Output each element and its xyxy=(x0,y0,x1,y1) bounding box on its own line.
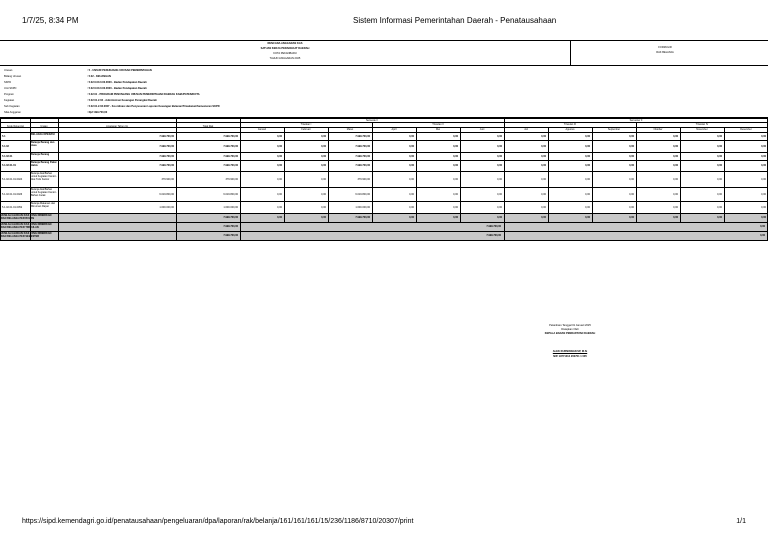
meta-value: : 5.02.0.00.0.00.0000 - Badan Pendapatan Daerah xyxy=(87,87,147,90)
summary-bulan-month: 0,00 xyxy=(277,216,282,219)
row-month-value: 0,00 xyxy=(453,205,458,209)
header-month: April xyxy=(391,128,397,131)
meta-row xyxy=(4,81,704,86)
header-total: Total Rak xyxy=(202,125,214,128)
summary-bulan-month: 0,00 xyxy=(541,216,546,219)
row-month-value: 0,00 xyxy=(761,177,766,181)
meta-key: Program xyxy=(4,93,14,96)
row-kode: 5.1 xyxy=(2,134,6,138)
meta-key: Nilai Anggaran xyxy=(4,111,21,114)
row-month-value: 0,00 xyxy=(277,134,282,138)
row-month-value: 0,00 xyxy=(453,144,458,148)
row-month-value: 0,00 xyxy=(629,154,634,158)
row-month-value: 0,00 xyxy=(277,154,282,158)
row-kode: 5.1.02.01.01 xyxy=(2,164,16,167)
print-url: https://sipd.kemendagri.go.id/penatausahaan/pengeluaran/dpa/laporan/rak/belanja/161/161/161/15/236/1186/8710/20307/print xyxy=(22,518,414,525)
row-total: 7.999.700,00 xyxy=(223,164,238,167)
signature-nip: NIP. 19771014 200701 1 005 xyxy=(553,355,587,358)
header-triwulan-1: Triwulan I xyxy=(300,123,312,126)
row-total: 7.999.700,00 xyxy=(223,144,238,148)
header-semester-1: Semester I xyxy=(365,118,379,122)
row-uraian: Belanja Alat/Bahan untuk Kegiatan Kantor-Alat Tulis Kantor xyxy=(31,172,57,181)
row-month-value: 0,00 xyxy=(497,177,502,181)
report-subtitle: SATUAN KERJA PERANGKAT DAERAH xyxy=(260,47,310,50)
row-month-value: 0,00 xyxy=(541,164,546,167)
report-meta xyxy=(0,67,768,118)
row-month-value: 0,00 xyxy=(409,144,414,148)
summary-semester-value: 0,00 xyxy=(760,234,765,237)
row-uraian: Belanja Barang xyxy=(31,153,50,156)
summary-bulan-month: 0,00 xyxy=(321,216,326,219)
row-month-value: 6.019.800,00 xyxy=(355,192,370,196)
header-triwulan-3: Triwulan III xyxy=(563,123,577,126)
print-datetime: 1/7/25, 8:34 PM xyxy=(22,16,79,25)
meta-value: : 5.02 - KEUANGAN xyxy=(87,75,111,78)
meta-row xyxy=(4,105,704,110)
row-month-value: 0,00 xyxy=(497,154,502,158)
header-semester-2: Semester II xyxy=(629,118,643,122)
row-month-value: 0,00 xyxy=(585,192,590,196)
header-month: Juli xyxy=(524,128,528,131)
summary-bulan-month: 0,00 xyxy=(717,216,722,219)
row-total: 7.999.700,00 xyxy=(223,154,238,158)
row-month-value: 0,00 xyxy=(629,205,634,209)
signature-role1: Disiapkan Oleh xyxy=(561,328,579,331)
header-month: Februari xyxy=(301,128,311,131)
meta-row xyxy=(4,93,704,98)
row-month-value: 0,00 xyxy=(629,192,634,196)
row-month-value: 0,00 xyxy=(321,154,326,158)
row-total: 7.999.700,00 xyxy=(223,134,238,138)
row-month-value: 0,00 xyxy=(761,205,766,209)
row-month-value: 0,00 xyxy=(453,154,458,158)
row-month-value: 0,00 xyxy=(277,205,282,209)
row-month-value: 0,00 xyxy=(497,144,502,148)
meta-row xyxy=(4,75,704,80)
row-month-value: 0,00 xyxy=(409,205,414,209)
table-hline xyxy=(0,140,768,141)
row-month-value: 0,00 xyxy=(761,164,766,167)
meta-value: : 5 - UNSUR PENUNJANG URUSAN PEMERINTAHAN xyxy=(87,69,152,72)
report-title: RENCANA ANGGARAN KAS xyxy=(267,42,303,45)
row-month-value: 0,00 xyxy=(541,205,546,209)
row-month-value: 0,00 xyxy=(629,134,634,138)
summary-triwulan-value: 0,00 xyxy=(760,225,765,228)
row-uraian: Belanja Barang dan Jasa xyxy=(31,141,55,147)
row-month-value: 0,00 xyxy=(761,154,766,158)
header-month: Mei xyxy=(435,128,441,131)
row-anggaran: 379.900,00 xyxy=(161,177,174,181)
row-month-value: 0,00 xyxy=(277,164,282,167)
summary-bulan-month: 0,00 xyxy=(673,216,678,219)
row-month-value: 0,00 xyxy=(409,164,414,167)
row-month-value: 1.600.000,00 xyxy=(355,205,370,209)
row-month-value: 0,00 xyxy=(453,164,458,167)
row-month-value: 0,00 xyxy=(717,154,722,158)
header-triwulan-2: Triwulan II xyxy=(432,123,444,126)
row-month-value: 0,00 xyxy=(585,205,590,209)
meta-row xyxy=(4,99,704,104)
row-month-value: 0,00 xyxy=(717,144,722,148)
row-anggaran: 7.999.700,00 xyxy=(159,134,174,138)
row-month-value: 0,00 xyxy=(717,192,722,196)
row-uraian: Belanja Barang Pakai Habis xyxy=(31,161,57,167)
table-hline xyxy=(0,132,768,133)
header-month: November xyxy=(696,128,708,131)
meta-key: Bidang Urusan xyxy=(4,75,22,78)
header-month: Oktober xyxy=(653,128,663,131)
row-month-value: 0,00 xyxy=(717,134,722,138)
row-month-value: 0,00 xyxy=(541,134,546,138)
summary-bulan-month: 0,00 xyxy=(761,216,766,219)
row-month-value: 7.999.700,00 xyxy=(355,164,370,167)
table-hline xyxy=(0,187,768,188)
row-month-value: 0,00 xyxy=(321,192,326,196)
summary-bulan-month: 0,00 xyxy=(585,216,590,219)
row-uraian: Belanja Alat/Bahan untuk Kegiatan Kantor-Bahan Cetak xyxy=(31,188,57,197)
row-month-value: 0,00 xyxy=(321,144,326,148)
row-kode: 5.1.02.01.01.0052 xyxy=(2,205,23,209)
row-month-value: 0,00 xyxy=(673,144,678,148)
row-month-value: 0,00 xyxy=(585,154,590,158)
summary-bulan-month: 7.999.700,00 xyxy=(355,216,370,219)
row-month-value: 0,00 xyxy=(761,144,766,148)
table-hline xyxy=(0,231,768,232)
meta-key: Sub Kegiatan xyxy=(4,105,20,108)
header-month: Desember xyxy=(740,128,752,131)
row-month-value: 0,00 xyxy=(673,205,678,209)
row-month-value: 0,00 xyxy=(585,134,590,138)
header-month: Maret xyxy=(346,128,354,131)
signature-name: ALEK KURNIAWAN SP, M.Si xyxy=(552,350,588,353)
row-month-value: 0,00 xyxy=(541,144,546,148)
row-month-value: 0,00 xyxy=(761,134,766,138)
table-vline xyxy=(176,118,177,240)
table-vline xyxy=(58,118,59,240)
meta-key: Kegiatan xyxy=(4,99,15,102)
row-month-value: 7.999.700,00 xyxy=(355,154,370,158)
summary-semester-label: JUMLAH ALOKASI KAS YANG DIBERIKAN DAN BELANJA PER SEMESTER xyxy=(1,232,52,238)
row-kode: 5.1.02.01 xyxy=(2,154,13,158)
row-month-value: 0,00 xyxy=(673,154,678,158)
row-total: 6.019.800,00 xyxy=(223,192,238,196)
meta-value: : Rp7.999.700,00 xyxy=(87,111,108,114)
row-month-value: 0,00 xyxy=(585,144,590,148)
row-month-value: 0,00 xyxy=(321,205,326,209)
meta-value: : 5.02.0.00.0.00.0000 - Badan Pendapatan Daerah xyxy=(87,81,147,84)
row-month-value: 7.999.700,00 xyxy=(355,134,370,138)
meta-key: Urusan xyxy=(4,69,13,72)
header-anggaran: Anggaran Tahun Ini xyxy=(106,125,128,128)
row-month-value: 0,00 xyxy=(585,177,590,181)
summary-semester-value: 7.999.700,00 xyxy=(486,234,501,237)
row-month-value: 0,00 xyxy=(541,192,546,196)
row-month-value: 0,00 xyxy=(321,177,326,181)
summary-bulan-month: 0,00 xyxy=(497,216,502,219)
report-header xyxy=(0,40,768,66)
header-month: September xyxy=(607,128,621,131)
header-uraian: Uraian xyxy=(40,125,48,128)
row-month-value: 0,00 xyxy=(629,164,634,167)
row-month-value: 0,00 xyxy=(409,134,414,138)
row-anggaran: 6.019.800,00 xyxy=(159,192,174,196)
rak-table xyxy=(0,118,768,266)
report-year: TAHUN ANGGARAN 2025 xyxy=(269,57,301,60)
table-hline xyxy=(0,240,768,241)
table-hline xyxy=(0,222,768,223)
row-month-value: 0,00 xyxy=(673,192,678,196)
meta-row xyxy=(4,69,704,74)
summary-triwulan-value: 7.999.700,00 xyxy=(486,225,501,228)
row-month-value: 0,00 xyxy=(717,164,722,167)
report-header-divider xyxy=(570,40,571,66)
row-month-value: 0,00 xyxy=(277,177,282,181)
row-month-value: 0,00 xyxy=(453,177,458,181)
table-hline xyxy=(0,171,768,172)
meta-row xyxy=(4,111,704,116)
row-anggaran: 7.999.700,00 xyxy=(159,164,174,167)
row-month-value: 0,00 xyxy=(409,177,414,181)
row-month-value: 0,00 xyxy=(761,192,766,196)
row-anggaran: 7.999.700,00 xyxy=(159,154,174,158)
row-month-value: 0,00 xyxy=(321,164,326,167)
report-region: KOTA PEKANBARU xyxy=(273,52,297,55)
row-month-value: 0,00 xyxy=(717,177,722,181)
row-month-value: 379.900,00 xyxy=(357,177,370,181)
row-month-value: 0,00 xyxy=(497,164,502,167)
meta-value: : 5.02.01.2.02.0007 - Koordinasi dan Penyusunan Laporan Keuangan Bulanan/Triwulanan/Semesteran SKPD xyxy=(87,105,220,108)
print-page-number: 1/1 xyxy=(736,518,746,525)
row-month-value: 0,00 xyxy=(497,192,502,196)
row-month-value: 0,00 xyxy=(409,154,414,158)
print-page-title: Sistem Informasi Pemerintahan Daerah - Penatausahaan xyxy=(353,16,557,25)
print-footer xyxy=(22,518,746,530)
meta-key: SKPD xyxy=(4,81,12,84)
row-month-value: 0,00 xyxy=(453,134,458,138)
summary-triwulan-total: 7.999.700,00 xyxy=(223,225,238,228)
row-month-value: 0,00 xyxy=(277,192,282,196)
row-month-value: 0,00 xyxy=(673,134,678,138)
row-kode: 5.1.02.01.01.0026 xyxy=(2,192,23,196)
summary-bulan-month: 0,00 xyxy=(629,216,634,219)
row-uraian: Belanja Makanan dan Minuman Rapat xyxy=(31,202,56,208)
summary-bulan-total: 7.999.700,00 xyxy=(223,216,238,219)
row-month-value: 0,00 xyxy=(277,144,282,148)
row-month-value: 0,00 xyxy=(717,205,722,209)
meta-value: : 5.02.01 - PROGRAM PENUNJANG URUSAN PEMERINTAHAN DAERAH KABUPATEN/KOTA xyxy=(87,93,200,96)
row-month-value: 0,00 xyxy=(409,192,414,196)
meta-key: Unit SKPD xyxy=(4,87,17,90)
summary-bulan-month: 0,00 xyxy=(409,216,414,219)
meta-row xyxy=(4,87,704,92)
row-month-value: 0,00 xyxy=(321,134,326,138)
table-hline xyxy=(0,160,768,161)
signature-place-date: Pekanbaru Tanggal 01 Januari 2025 xyxy=(549,324,591,327)
row-kode: 5.1.02.01.01.0024 xyxy=(2,177,23,181)
row-anggaran: 1.600.000,00 xyxy=(159,205,174,209)
signature-role2: KEPALA BADAN PENDAPATAN DAERAH xyxy=(544,332,596,335)
table-hline xyxy=(0,152,768,153)
row-month-value: 0,00 xyxy=(673,164,678,167)
print-header xyxy=(22,16,746,30)
row-total: 379.900,00 xyxy=(225,177,238,181)
row-month-value: 0,00 xyxy=(585,164,590,167)
summary-bulan-label: JUMLAH ALOKASI KAS YANG DIBERIKAN DAN BELANJA PER BULAN xyxy=(1,214,52,220)
row-month-value: 7.999.700,00 xyxy=(355,144,370,148)
row-month-value: 0,00 xyxy=(541,177,546,181)
header-kode: Kode Rekening xyxy=(6,125,25,128)
form-type: RAK BELANJA xyxy=(656,51,674,54)
row-anggaran: 7.999.700,00 xyxy=(159,144,174,148)
header-month: Januari xyxy=(257,128,267,131)
row-total: 1.600.000,00 xyxy=(223,205,238,209)
header-month: Juni xyxy=(479,128,485,131)
row-uraian: BELANJA OPERASI xyxy=(31,133,55,136)
table-hline xyxy=(0,213,768,214)
row-month-value: 0,00 xyxy=(497,134,502,138)
summary-semester-total: 7.999.700,00 xyxy=(223,234,238,237)
row-month-value: 0,00 xyxy=(629,177,634,181)
summary-triwulan-label: JUMLAH ALOKASI KAS YANG DIBERIKAN DAN BELANJA PER TRIWULAN xyxy=(1,223,52,229)
row-month-value: 0,00 xyxy=(453,192,458,196)
row-month-value: 0,00 xyxy=(497,205,502,209)
row-month-value: 0,00 xyxy=(629,144,634,148)
form-label: FORMULIR xyxy=(658,46,672,49)
meta-value: : 5.02.01.2.02 - Administrasi Keuangan Perangkat Daerah xyxy=(87,99,157,102)
row-month-value: 0,00 xyxy=(673,177,678,181)
row-month-value: 0,00 xyxy=(541,154,546,158)
row-kode: 5.1.02 xyxy=(2,144,9,148)
summary-bulan-month: 0,00 xyxy=(453,216,458,219)
table-hline xyxy=(0,201,768,202)
header-month: Agustus xyxy=(565,128,575,131)
header-triwulan-4: Triwulan IV xyxy=(695,123,709,126)
